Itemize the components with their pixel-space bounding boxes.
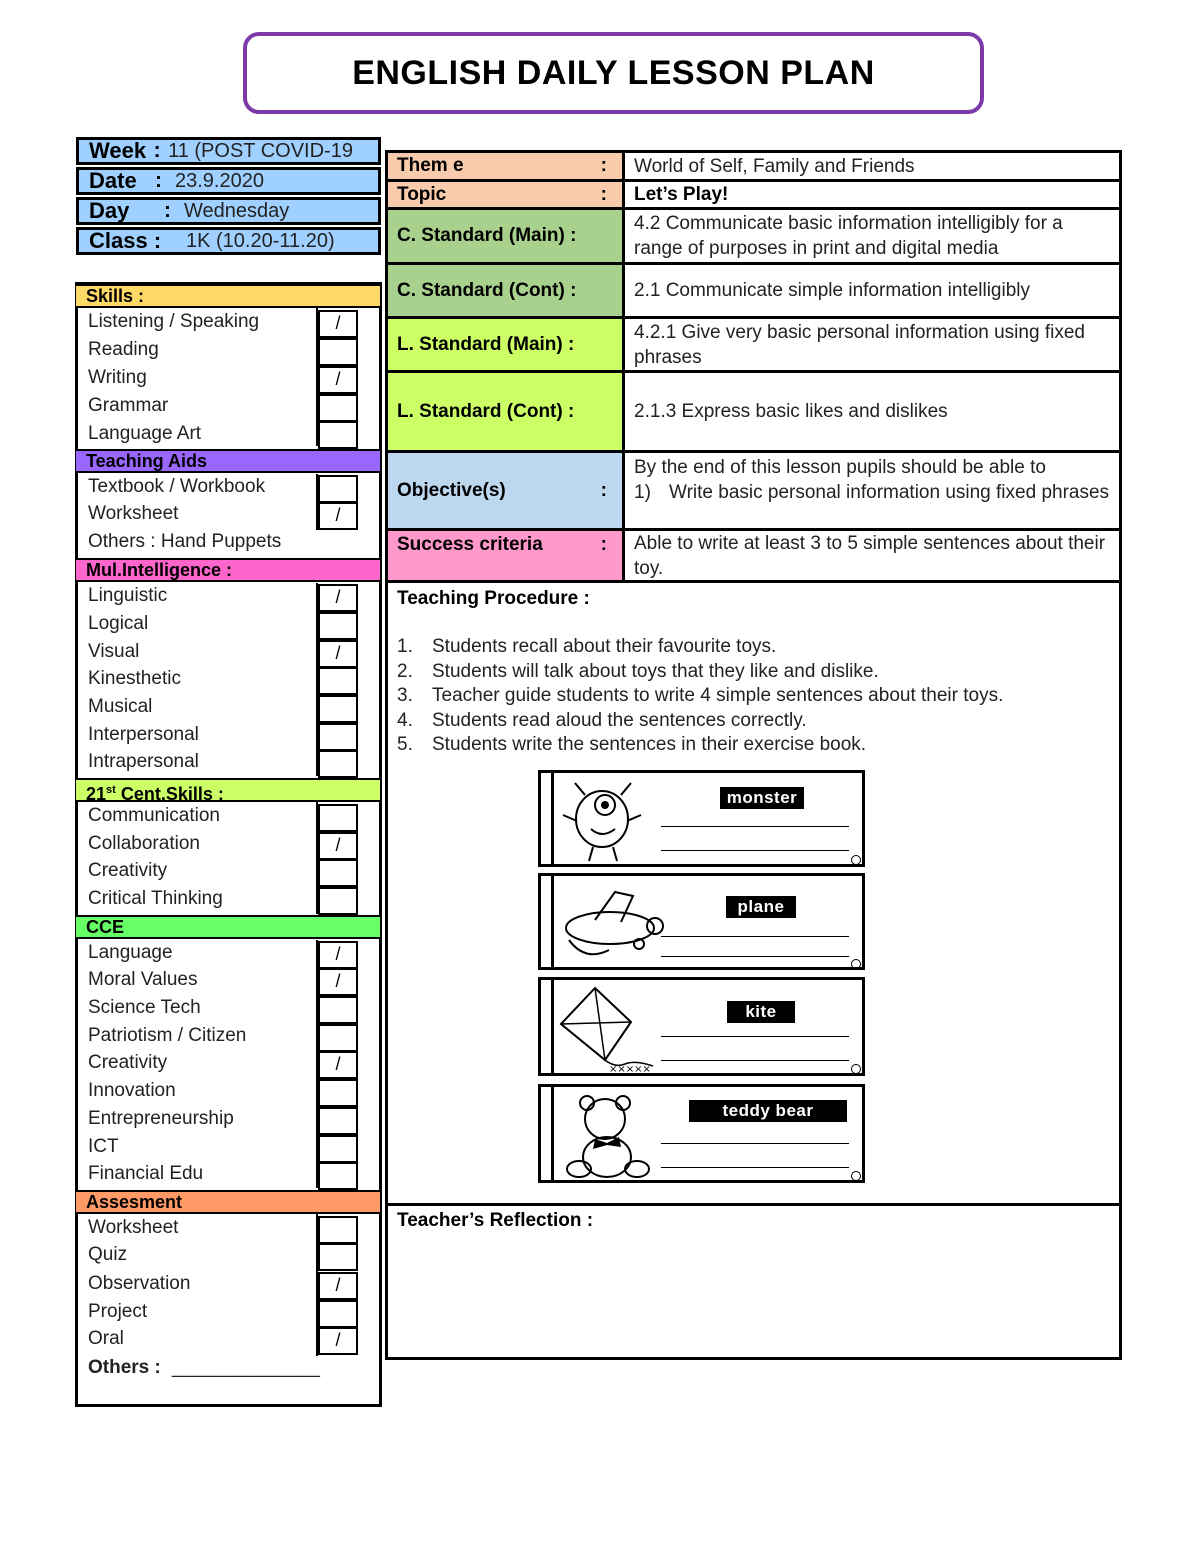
cce-item: Creativity — [88, 1052, 168, 1073]
topic-label-text: Topic — [397, 183, 447, 205]
ls-main-value: 4.2.1 Give very basic personal information using fixed phrases — [634, 321, 1085, 368]
writing-line — [661, 1036, 849, 1037]
topic-value: Let’s Play! — [634, 184, 729, 205]
procedure-step — [397, 636, 1003, 661]
day-row: Day : Wednesday — [76, 197, 381, 225]
day-label: Day — [89, 198, 130, 223]
divider — [386, 580, 1121, 583]
page-title: ENGLISH DAILY LESSON PLAN — [243, 32, 984, 114]
theme-label-text: Them e — [397, 155, 464, 176]
week-row: Week : 11 (POST COVID-19 — [76, 137, 381, 165]
assesment-item: Project — [88, 1301, 148, 1322]
card-spine — [551, 773, 554, 864]
worksheet-card-teddy-bear — [538, 1084, 865, 1183]
assesment-checkbox[interactable]: / — [318, 1272, 358, 1300]
skill-item: Listening / Speaking — [88, 311, 260, 332]
intelligence-checkbox[interactable] — [318, 667, 358, 695]
writing-line — [661, 956, 849, 957]
assesment-item: Oral — [88, 1328, 124, 1349]
writing-line — [661, 850, 849, 851]
cce-header: CCE — [76, 915, 380, 939]
writing-line — [661, 1143, 849, 1144]
skill-checkbox[interactable] — [318, 394, 358, 422]
cent-skill-checkbox[interactable] — [318, 887, 358, 915]
objective-label-text: Objective(s) — [397, 479, 506, 501]
divider — [386, 528, 1121, 531]
teaching-aid-item: Textbook / Workbook — [88, 476, 266, 497]
cs-main-label: C. Standard (Main) : — [388, 210, 623, 262]
skill-checkbox[interactable] — [318, 421, 358, 449]
cs-main-value: 4.2 Communicate basic information intelligibly for a range of purposes in print and digital media — [634, 213, 1063, 259]
writing-line — [661, 936, 849, 937]
cce-item: Language — [88, 942, 173, 963]
assesment-checkbox[interactable]: / — [318, 1327, 358, 1355]
cent-skills-title-pre: 21 — [86, 784, 107, 804]
word-label: teddy bear — [689, 1100, 847, 1122]
step-text: Students recall about their favourite toys. — [432, 636, 777, 657]
week-label: Week — [89, 138, 147, 163]
skill-item: Grammar — [88, 395, 169, 416]
divider — [386, 207, 1121, 210]
skill-checkbox[interactable]: / — [318, 366, 358, 394]
cent-skill-checkbox[interactable] — [318, 804, 358, 832]
procedure-title: Teaching Procedure : — [397, 588, 590, 609]
skill-checkbox[interactable] — [318, 338, 358, 366]
cce-item: ICT — [88, 1136, 119, 1157]
teaching-aid-checkbox[interactable]: / — [318, 502, 358, 530]
cce-checkbox[interactable] — [318, 1162, 358, 1190]
divider — [386, 370, 1121, 373]
assesment-others-label: Others : — [88, 1357, 161, 1378]
writing-line — [661, 826, 849, 827]
cent-skill-item: Communication — [88, 805, 220, 826]
intelligence-checkbox[interactable] — [318, 612, 358, 640]
mul-intelligence-header: Mul.Intelligence : — [76, 558, 380, 582]
cce-checkbox[interactable]: / — [318, 968, 358, 996]
cce-item: Innovation — [88, 1080, 176, 1101]
step-text: Students read aloud the sentences correctly. — [432, 709, 807, 731]
step-text: Teacher guide students to write 4 simple sentences about their toys. — [432, 685, 1004, 707]
ls-cont-value: 2.1.3 Express basic likes and dislikes — [634, 401, 948, 422]
procedure-step — [397, 661, 1003, 686]
colon: : — [600, 183, 607, 205]
objective-number: 1) — [634, 482, 651, 503]
cce-checkbox[interactable] — [318, 1107, 358, 1135]
divider — [386, 316, 1121, 319]
card-spine — [551, 1087, 554, 1180]
topic-label — [388, 182, 623, 207]
hole-icon — [851, 855, 861, 865]
intelligence-item: Intrapersonal — [88, 751, 199, 772]
intelligence-item: Logical — [88, 613, 149, 634]
cce-checkbox[interactable] — [318, 1079, 358, 1107]
cce-checkbox[interactable]: / — [318, 1051, 358, 1079]
hole-icon — [851, 1064, 861, 1074]
date-row: Date : 23.9.2020 — [76, 167, 381, 195]
step-text: Students will talk about toys that they like and dislike. — [432, 660, 879, 682]
skill-item: Writing — [88, 367, 147, 388]
intelligence-item: Interpersonal — [88, 724, 199, 745]
cce-item: Entrepreneurship — [88, 1108, 234, 1129]
cce-item: Science Tech — [88, 997, 201, 1018]
reflection-title: Teacher’s Reflection : — [397, 1210, 594, 1231]
objective-label — [388, 453, 623, 528]
procedure-step — [397, 734, 1003, 759]
assesment-item: Worksheet — [88, 1217, 179, 1238]
card-spine — [551, 980, 554, 1073]
step-number: 3. — [397, 685, 413, 707]
ls-main-label: L. Standard (Main) : — [388, 319, 623, 370]
date-value: 23.9.2020 — [175, 169, 264, 192]
success-label-text: Success criteria — [397, 534, 543, 555]
assesment-checkbox[interactable] — [318, 1243, 358, 1271]
plane-picture — [555, 880, 670, 968]
intelligence-item: Visual — [88, 641, 140, 662]
writing-line — [661, 1167, 849, 1168]
divider — [622, 152, 625, 582]
cce-checkbox[interactable] — [318, 996, 358, 1024]
step-number: 1. — [397, 636, 413, 657]
class-row — [76, 227, 381, 255]
cce-item: Moral Values — [88, 969, 198, 990]
colon: : — [600, 534, 607, 555]
cce-item: Patriotism / Citizen — [88, 1025, 247, 1046]
objective-value — [624, 453, 1120, 528]
hole-icon — [851, 959, 861, 969]
intelligence-item: Kinesthetic — [88, 668, 181, 689]
cce-checkbox[interactable]: / — [318, 941, 358, 969]
worksheet-card-plane — [538, 873, 865, 970]
intelligence-checkbox[interactable] — [318, 723, 358, 751]
step-text: Students write the sentences in their exercise book. — [432, 734, 867, 756]
ls-cont-label: L. Standard (Cont) : — [388, 373, 623, 450]
teddy-bear-picture — [555, 1091, 665, 1183]
procedure-step — [397, 710, 1003, 735]
cent-skills-header — [76, 778, 380, 802]
week-value: 11 (POST COVID-19 — [168, 139, 353, 162]
colon: : — [600, 155, 607, 176]
assesment-checkbox[interactable] — [318, 1216, 358, 1244]
assesment-checkbox[interactable] — [318, 1300, 358, 1328]
cent-skill-item: Collaboration — [88, 833, 200, 854]
cs-cont-label: C. Standard (Cont) : — [388, 265, 623, 316]
writing-line — [661, 1060, 849, 1061]
kite-picture — [555, 984, 655, 1076]
intelligence-item: Linguistic — [88, 585, 168, 606]
skills-header: Skills : — [76, 284, 380, 308]
cent-skills-title-sup: st — [106, 784, 116, 796]
intelligence-checkbox[interactable] — [318, 750, 358, 778]
procedure-step — [397, 685, 1003, 710]
svg-text:×××××: ××××× — [609, 1064, 651, 1075]
assesment-header: Assesment — [76, 1190, 380, 1214]
intelligence-item: Musical — [88, 696, 153, 717]
monster-picture — [555, 777, 650, 865]
cent-skill-checkbox[interactable] — [318, 859, 358, 887]
word-label: kite — [727, 1001, 795, 1023]
divider — [386, 450, 1121, 453]
theme-value: World of Self, Family and Friends — [634, 155, 915, 177]
card-spine — [551, 876, 554, 967]
date-label: Date — [89, 168, 137, 193]
worksheet-card-monster — [538, 770, 865, 867]
intelligence-checkbox[interactable]: / — [318, 640, 358, 668]
objective-intro: By the end of this lesson pupils should be able to — [634, 457, 1046, 478]
cce-checkbox[interactable] — [318, 1135, 358, 1163]
cce-item: Financial Edu — [88, 1163, 204, 1184]
success-label — [388, 531, 623, 580]
assesment-item: Observation — [88, 1273, 191, 1294]
worksheet-card-kite — [538, 977, 865, 1076]
word-label: plane — [726, 896, 796, 918]
assesment-item: Quiz — [88, 1244, 128, 1265]
divider — [386, 179, 1121, 182]
success-value: Able to write at least 3 to 5 simple sentences about their toy. — [634, 532, 1106, 579]
cent-skill-item: Creativity — [88, 860, 168, 881]
cent-skill-checkbox[interactable]: / — [318, 832, 358, 860]
intelligence-checkbox[interactable] — [318, 695, 358, 723]
skill-item: Reading — [88, 339, 159, 360]
teaching-aid-item: Worksheet — [88, 503, 179, 524]
teaching-aid-others: Others : Hand Puppets — [88, 531, 282, 552]
theme-label — [388, 153, 623, 179]
step-number: 2. — [397, 660, 413, 682]
cent-skills-title-post: Cent.Skills : — [115, 784, 224, 804]
cent-skill-item: Critical Thinking — [88, 888, 223, 909]
teaching-aid-checkbox[interactable] — [318, 475, 358, 503]
assesment-others-input[interactable]: ______________ — [172, 1357, 320, 1378]
day-value: Wednesday — [184, 199, 290, 222]
intelligence-checkbox[interactable]: / — [318, 584, 358, 612]
step-number: 4. — [397, 709, 413, 731]
colon: : — [600, 479, 607, 501]
cce-checkbox[interactable] — [318, 1024, 358, 1052]
divider — [386, 1203, 1121, 1206]
word-label: monster — [720, 787, 804, 809]
step-number: 5. — [397, 734, 413, 756]
hole-icon — [851, 1171, 861, 1181]
divider — [386, 262, 1121, 265]
skill-item: Language Art — [88, 423, 202, 444]
teaching-aids-header: Teaching Aids — [76, 449, 380, 473]
procedure-steps — [397, 636, 1003, 759]
skill-checkbox[interactable]: / — [318, 310, 358, 338]
class-label: Class : — [89, 228, 162, 253]
cs-cont-value: 2.1 Communicate simple information intelligibly — [634, 280, 1031, 301]
class-value: 1K (10.20-11.20) — [186, 229, 335, 252]
objective-text: Write basic personal information using fixed phrases — [669, 482, 1110, 503]
